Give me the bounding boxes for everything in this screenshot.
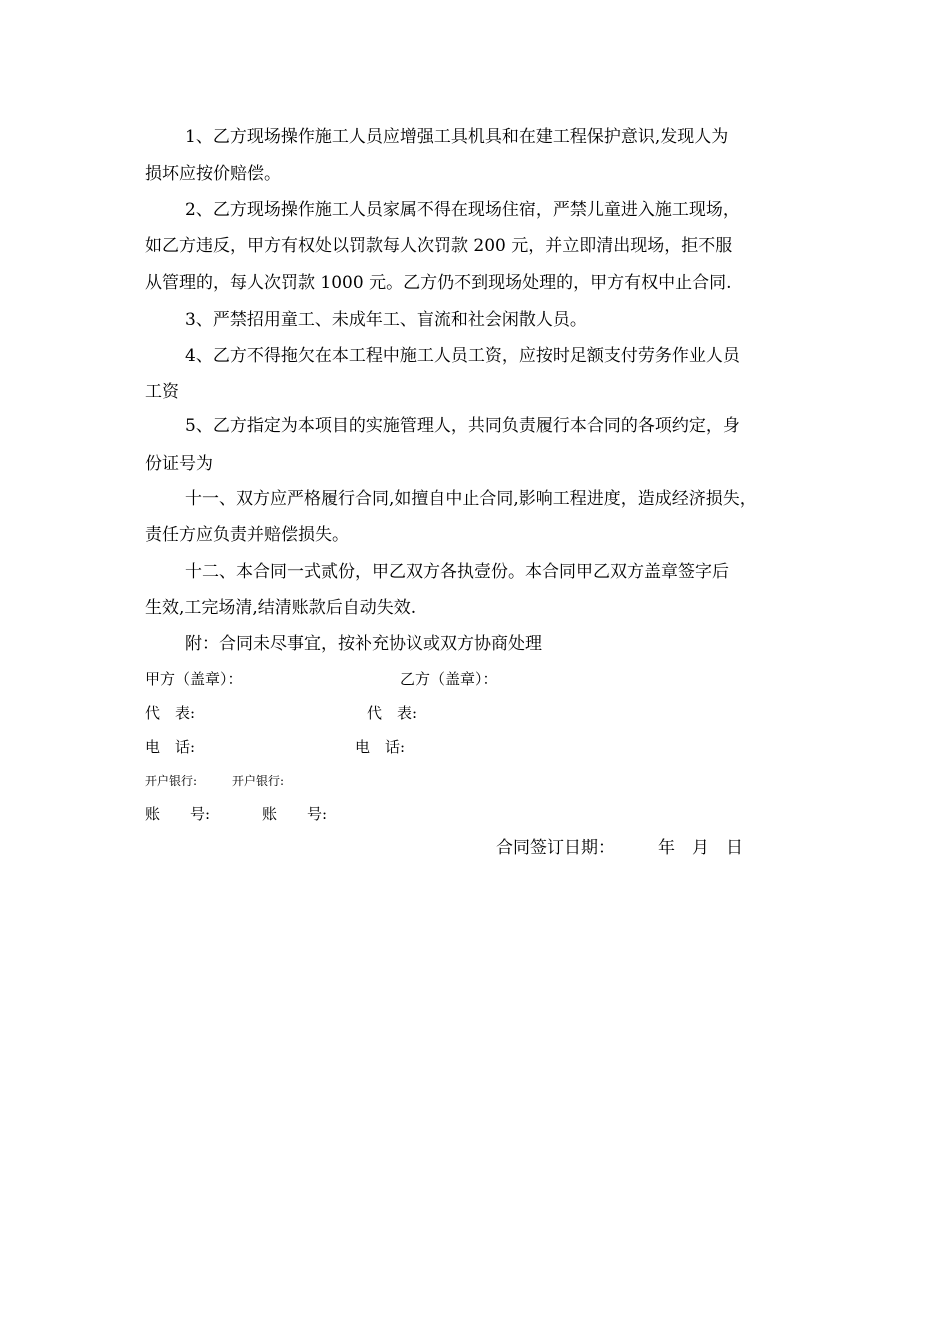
signing-date-fields: 年 月 日 — [658, 838, 743, 858]
signing-date-label: 合同签订日期： — [496, 838, 615, 858]
clause-4-line-2: 工资 — [145, 382, 179, 402]
party-b-seal-label: 乙方（盖章）： — [400, 670, 498, 688]
party-b-phone-label: 电 话: — [355, 738, 406, 756]
clause-11-line-1: 十一、双方应严格履行合同,如擅自中止合同,影响工程进度，造成经济损失， — [185, 489, 757, 509]
clause-1-line-1: 1、乙方现场操作施工人员应增强工具机具和在建工程保护意识,发现人为 — [185, 127, 729, 147]
party-a-representative-label: 代 表: — [145, 704, 196, 722]
clause-4-line-1: 4、乙方不得拖欠在本工程中施工人员工资，应按时足额支付劳务作业人员 — [185, 346, 740, 366]
clause-2-line-1: 2、乙方现场操作施工人员家属不得在现场住宿，严禁儿童进入施工现场， — [185, 200, 740, 220]
clause-11-line-2: 责任方应负责并赔偿损失。 — [145, 525, 349, 545]
clause-5-line-1: 5、乙方指定为本项目的实施管理人，共同负责履行本合同的各项约定，身 — [185, 416, 740, 436]
clause-2-line-3: 从管理的，每人次罚款 1000 元。乙方仍不到现场处理的，甲方有权中止合同. — [145, 273, 732, 293]
party-b-bank-label: 开户银行: — [232, 774, 285, 788]
clause-2-line-2: 如乙方违反，甲方有权处以罚款每人次罚款 200 元，并立即清出现场，拒不服 — [145, 236, 733, 256]
clause-3-line-1: 3、严禁招用童工、未成年工、盲流和社会闲散人员。 — [185, 310, 587, 330]
clause-5-line-2: 份证号为 — [145, 454, 213, 474]
party-a-bank-label: 开户银行: — [145, 774, 198, 788]
party-a-account-label: 账 号: — [145, 805, 211, 823]
clause-1-line-2: 损坏应按价赔偿。 — [145, 164, 281, 184]
party-b-account-label: 账 号: — [262, 805, 328, 823]
appendix-note: 附：合同未尽事宜，按补充协议或双方协商处理 — [185, 634, 542, 654]
party-b-representative-label: 代 表: — [367, 704, 418, 722]
clause-12-line-1: 十二、本合同一式贰份，甲乙双方各执壹份。本合同甲乙双方盖章签字后 — [185, 562, 729, 582]
party-a-seal-label: 甲方（盖章）： — [145, 670, 243, 688]
party-a-phone-label: 电 话: — [145, 738, 196, 756]
clause-12-line-2: 生效,工完场清,结清账款后自动失效. — [145, 598, 417, 618]
